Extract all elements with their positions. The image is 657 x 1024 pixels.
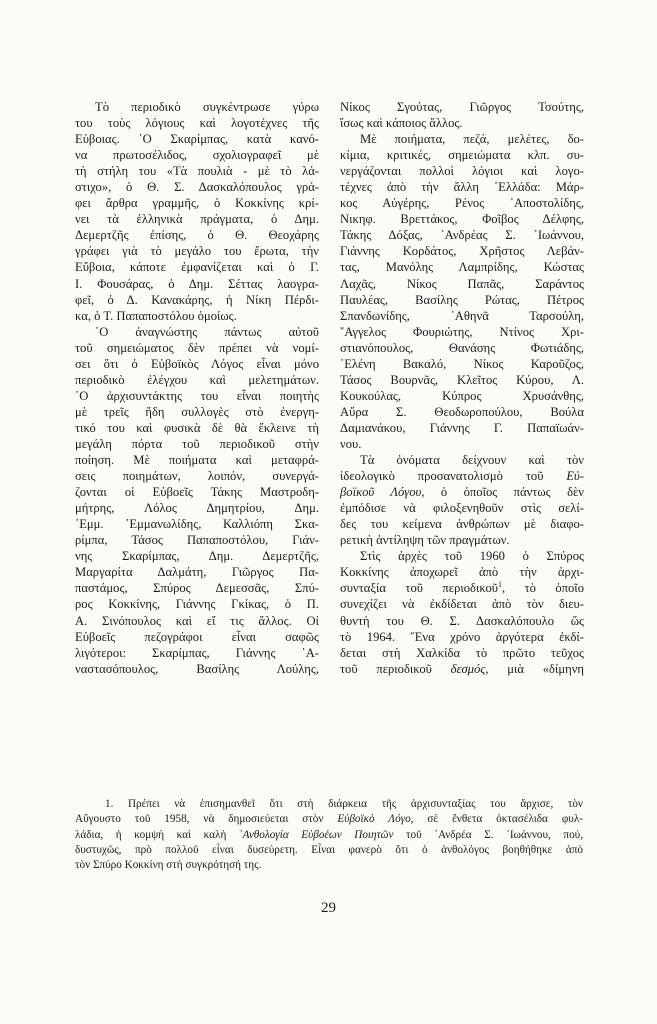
left-column-line bbox=[75, 596, 319, 612]
left-column-line bbox=[75, 227, 319, 243]
italic-title: βοϊκοῦ Λόγου bbox=[340, 485, 422, 500]
line-text: ῾Ο ἀρχισυντάκτης του εἶναι ποιητὴς bbox=[75, 388, 319, 403]
line-text: , ὁ ὁποῖος πάντως δὲν bbox=[421, 485, 584, 500]
line-text: , τὸ ὁποῖο bbox=[501, 581, 584, 596]
line-text: τοῦ σημειώματος δὲν πρέπει νὰ νομί- bbox=[75, 340, 319, 355]
line-text: τὸν Σπύρο Κοκκίνη στὴ συγκρότησή της. bbox=[75, 859, 262, 872]
line-text: τοῦ ᾿Ανδρέα Σ. ᾿Ιωάννου, πού, bbox=[393, 828, 584, 841]
right-column-line bbox=[340, 163, 584, 179]
line-text: Εὔβοια, κάποτε ἐμφανίζεται καὶ ὁ Γ. bbox=[75, 260, 319, 275]
right-column-line bbox=[340, 596, 584, 612]
line-text: Τὰ ὀνόματα δείχνουν καὶ τὸν bbox=[360, 453, 584, 468]
line-text: Εὐβοεῖς πεζογράφοι εἶναι σαφῶς bbox=[75, 629, 319, 644]
line-text: λάδια, ἡ κομψὴ καὶ καλὴ bbox=[75, 828, 239, 841]
line-text: Κοκκίνης ἀποχωρεῖ ἀπὸ τὴν ἀρχι- bbox=[340, 565, 584, 580]
left-column-line bbox=[75, 580, 319, 596]
line-text: κίμια, κριτικές, σημειώματα κλπ. συ- bbox=[340, 148, 584, 163]
right-column-line bbox=[340, 468, 584, 484]
italic-title: ᾿Ανθολογία Εὐβοέων Ποιητῶν bbox=[238, 828, 394, 841]
line-text: συνεχίζει νὰ ἐκδίδεται ἀπὸ τὸν διευ- bbox=[340, 597, 584, 612]
right-column-line bbox=[340, 532, 584, 548]
footnote-line bbox=[75, 797, 583, 812]
line-text: συνταξία τοῦ περιοδικοῦ bbox=[340, 581, 498, 596]
line-text: παστάμος, Σπύρος Δεμεσσᾶς, Σπύ- bbox=[75, 581, 319, 596]
right-column-line bbox=[340, 243, 584, 259]
line-text: Δαμιανάκου, Γιάννης Γ. Παπαϊωάν- bbox=[340, 420, 584, 435]
right-column-line bbox=[340, 227, 584, 243]
right-column-line bbox=[340, 436, 584, 452]
line-text: τοῦ περιοδικοῦ bbox=[340, 661, 451, 676]
left-column-line bbox=[75, 532, 319, 548]
right-column-line bbox=[340, 356, 584, 372]
right-text-column bbox=[340, 99, 584, 677]
line-text: ἐμπόδισε νὰ φιλοξενηθοῦν στὶς σελί- bbox=[340, 501, 584, 516]
left-column-line bbox=[75, 276, 319, 292]
left-column-line bbox=[75, 131, 319, 147]
left-column-line bbox=[75, 564, 319, 580]
footnote-block bbox=[75, 797, 583, 873]
left-column-line bbox=[75, 115, 319, 131]
line-text: μεγάλη πόρτα τοῦ περιοδικοῦ στὴν bbox=[75, 436, 319, 451]
left-column-line bbox=[75, 484, 319, 500]
line-text: ἴσως καὶ κάποιος ἄλλος. bbox=[340, 116, 463, 131]
right-column-line bbox=[340, 324, 584, 340]
line-text: Λαχᾶς, Νίκος Παπᾶς, Σαράντος bbox=[340, 276, 584, 291]
right-column-line bbox=[340, 147, 584, 163]
right-column-line bbox=[340, 115, 584, 131]
right-column-line bbox=[340, 613, 584, 629]
line-text: δυστυχῶς, πρὸ πολλοῦ εἶναι δυσεύρετη. Εἶναι φανερὸ ὅτι ὁ ἀνθολόγος βοηθήθηκε ἀπὸ bbox=[75, 843, 583, 856]
left-text-column bbox=[75, 99, 319, 677]
line-text: ἰδεολογικὸ προσανατολισμὸ τοῦ bbox=[340, 469, 567, 484]
right-column-line bbox=[340, 452, 584, 468]
right-column-line bbox=[340, 276, 584, 292]
left-column-line bbox=[75, 404, 319, 420]
line-text: ᾿Εμμ. ᾿Εμμανωλίδης, Καλλιόπη Σκα- bbox=[75, 517, 319, 532]
line-text: νου. bbox=[340, 436, 362, 451]
line-text: ῎Αγγελος Φουριώτης, Ντίνος Χρι- bbox=[340, 324, 584, 339]
line-text: Νικηφ. Βρεττάκος, Φοῖβος Δέλφης, bbox=[340, 212, 584, 227]
line-text: τικό του καὶ φυσικὰ δὲ θὰ ἔκλεινε τὴ bbox=[75, 420, 319, 435]
line-text: δες του κείμενα ἀνθρώπων μὲ διαφο- bbox=[340, 517, 584, 532]
left-column-line bbox=[75, 420, 319, 436]
right-column-line bbox=[340, 292, 584, 308]
line-text: τας, Μανόλης Λαμπρίδης, Κώστας bbox=[340, 260, 584, 275]
line-text: ναστασόπουλος, Βασίλης Λούλης, bbox=[75, 661, 319, 676]
line-text: μήτρης, Λόλος Δημητρίου, Δημ. bbox=[75, 501, 319, 516]
left-column-line bbox=[75, 179, 319, 195]
line-text: του τοὺς λόγιους καὶ λογοτέχνες τῆς bbox=[75, 116, 319, 131]
right-column-line bbox=[340, 420, 584, 436]
line-text: Α. Σινόπουλος καὶ εἴ τις ἄλλος. Οἱ bbox=[75, 613, 319, 628]
left-column-line bbox=[75, 500, 319, 516]
left-column-line bbox=[75, 388, 319, 404]
line-text: λιγότεροι: Σκαρίμπας, Γιάννης ᾿Α- bbox=[75, 645, 319, 660]
left-column-line bbox=[75, 516, 319, 532]
line-text: κος Αὐγέρης, Ρένος ᾿Αποστολίδης, bbox=[340, 196, 584, 211]
left-column-line bbox=[75, 548, 319, 564]
line-text: , μιὰ «δίμηνη bbox=[485, 661, 584, 676]
line-text: σει ὅτι ὁ Εὐβοϊκὸς Λόγος εἶναι μόνο bbox=[75, 356, 319, 371]
line-text: στιχο», ὁ Θ. Σ. Δασκαλόπουλος γρά- bbox=[75, 180, 319, 195]
right-column-line bbox=[340, 211, 584, 227]
right-column-line bbox=[340, 484, 584, 500]
right-column-line bbox=[340, 661, 584, 677]
left-column-line bbox=[75, 645, 319, 661]
right-column-line bbox=[340, 564, 584, 580]
left-column-line bbox=[75, 211, 319, 227]
line-text: ρος Κοκκίνης, Γιάννης Γκίκας, ὁ Π. bbox=[75, 597, 319, 612]
right-column-line bbox=[340, 388, 584, 404]
right-column-line bbox=[340, 404, 584, 420]
left-column-line bbox=[75, 99, 319, 115]
left-column-line bbox=[75, 468, 319, 484]
line-text: ῾Ελένη Βακαλό, Νίκος Καροῦζος, bbox=[340, 356, 584, 371]
left-column-line bbox=[75, 292, 319, 308]
left-column-line bbox=[75, 372, 319, 388]
line-text: δεται στὴ Χαλκίδα τὸ πρῶτο τεῦχος bbox=[340, 645, 584, 660]
left-column-line bbox=[75, 356, 319, 372]
left-column-line bbox=[75, 436, 319, 452]
right-column-line bbox=[340, 516, 584, 532]
italic-title: Εὐ- bbox=[566, 469, 584, 484]
right-column-line bbox=[340, 99, 584, 115]
line-text: Τὸ περιοδικὸ συγκέντρωσε γύρω bbox=[95, 100, 319, 114]
left-column-line bbox=[75, 147, 319, 163]
line-text: θυντὴ του Θ. Σ. Δασκαλόπουλο ὥς bbox=[340, 613, 584, 628]
line-text: Σπανδωνίδης, ᾿Αθηνᾶ Ταρσούλη, bbox=[340, 308, 584, 323]
left-column-line bbox=[75, 629, 319, 645]
line-text: Ι. Φουσάρας, ὁ Δημ. Σέττας λαογρα- bbox=[75, 276, 319, 291]
left-column-line bbox=[75, 613, 319, 629]
left-column-line bbox=[75, 308, 319, 324]
line-text: μὲ τρεῖς ἤδη συλλογὲς στὸ ἐνεργη- bbox=[75, 404, 319, 419]
left-column-line bbox=[75, 243, 319, 259]
line-text: τὴ στήλη του «Τὰ πουλιὰ - μὲ τὸ λά- bbox=[75, 164, 319, 179]
line-text: σεις ποιημάτων, λοιπόν, συνεργά- bbox=[75, 469, 319, 484]
italic-title: δεσμός bbox=[450, 661, 486, 676]
line-text: Μαργαρίτα Δαλμάτη, Γιῶργος Πα- bbox=[75, 565, 319, 580]
line-text: ζονται οἱ Εὐβοεῖς Τάκης Μαστροδη- bbox=[75, 485, 319, 500]
line-text: Μὲ ποιήματα, πεζά, μελέτες, δο- bbox=[360, 132, 584, 147]
right-column-line bbox=[340, 195, 584, 211]
line-text: ρετικὴ ἀντίληψη τῶν πραγμάτων. bbox=[340, 533, 510, 548]
right-column-line bbox=[340, 580, 584, 596]
right-column-line bbox=[340, 645, 584, 661]
line-text: νεργάζονται πολλοὶ λόγιοι καὶ λογο- bbox=[340, 164, 584, 179]
line-text: ῾Ο ἀναγνώστης πάντως αὐτοῦ bbox=[95, 324, 319, 339]
right-column-line bbox=[340, 340, 584, 356]
right-column-line bbox=[340, 372, 584, 388]
footnote-reference[interactable]: 1 bbox=[497, 580, 502, 590]
line-text: , σὲ ἔνθετα ὀκτασέλιδα φυλ- bbox=[410, 813, 583, 826]
line-text: Τάκης Δόξας, ᾿Ανδρέας Σ. ᾿Ιωάννου, bbox=[340, 228, 584, 243]
left-column-line bbox=[75, 452, 319, 468]
left-column-line bbox=[75, 661, 319, 677]
line-text: Νίκος Σγούτας, Γιῶργος Τσούτης, bbox=[340, 100, 584, 114]
right-column-line bbox=[340, 500, 584, 516]
line-text: γράφει γιὰ τὸ μεγάλο του ἔρωτα, τὴν bbox=[75, 244, 319, 259]
right-column-line bbox=[340, 131, 584, 147]
line-text: Παυλέας, Βασίλης Ρώτας, Πέτρος bbox=[340, 292, 584, 307]
page-number: 29 bbox=[321, 900, 336, 916]
line-text: Δεμερτζῆς ἐπίσης, ὁ Θ. Θεοχάρης bbox=[75, 228, 319, 243]
footnote-line bbox=[75, 828, 583, 843]
line-text: Στὶς ἀρχὲς τοῦ 1960 ὁ Σπύρος bbox=[360, 549, 584, 564]
line-text: στιανόπουλος, Θανάσης Φωτιάδης, bbox=[340, 340, 584, 355]
line-text: ρίμπα, Τάσος Παπαποστόλου, Γιάν- bbox=[75, 533, 319, 548]
line-text: τέχνες ἀπὸ τὴν ἄλλη ῾Ελλάδα: Μάρ- bbox=[340, 180, 584, 195]
line-text: ποίηση. Μὲ ποιήματα καὶ μεταφρά- bbox=[75, 453, 319, 468]
line-text: Αὔρα Σ. Θεοδωροπούλου, Βούλα bbox=[340, 404, 584, 419]
footnote-line bbox=[75, 858, 583, 873]
line-text: περιοδικὸ ἐλέγχου καὶ μελετημάτων. bbox=[75, 372, 319, 387]
line-text: 1. Πρέπει νὰ ἐπισημανθεῖ ὅτι στὴ διάρκεια τῆς ἀρχισυνταξίας του ἄρχισε, τὸν bbox=[105, 798, 583, 810]
right-column-line bbox=[340, 629, 584, 645]
footnote-line bbox=[75, 843, 583, 858]
line-text: νει τὰ ἑλληνικὰ πράγματα, ὁ Δημ. bbox=[75, 212, 319, 227]
line-text: νης Σκαρίμπας, Δημ. Δεμερτζῆς, bbox=[75, 549, 319, 564]
line-text: να πρωτοσέλιδος, σχολιογραφεῖ μὲ bbox=[75, 148, 319, 163]
line-text: Γιάννης Κορδάτος, Χρῆστος Λεβάν- bbox=[340, 244, 584, 259]
right-column-line bbox=[340, 548, 584, 564]
left-column-line bbox=[75, 259, 319, 275]
right-column-line bbox=[340, 259, 584, 275]
line-text: τὸ 1964. ῞Ενα χρόνο ἀργότερα ἐκδί- bbox=[340, 629, 584, 644]
line-text: κα, ὁ Τ. Παπαποστόλου ὁμοίως. bbox=[75, 308, 237, 323]
line-text: Εὐβοιας. ῾Ο Σκαρίμπας, κατὰ κανό- bbox=[75, 132, 319, 147]
line-text: φεῖ, ὁ Δ. Κανακάρης, ἡ Νίκη Πέρδι- bbox=[75, 292, 319, 307]
left-column-line bbox=[75, 195, 319, 211]
line-text: φει ἄρθρα γραμμῆς, ὁ Κοκκίνης κρί- bbox=[75, 196, 319, 211]
line-text: Κουκούλας, Κύπρος Χρυσάνθης, bbox=[340, 388, 584, 403]
footnote-line bbox=[75, 812, 583, 827]
line-text: Αὔγουστο τοῦ 1958, νὰ δημοσιεύεται στὸν bbox=[75, 813, 338, 826]
right-column-line bbox=[340, 308, 584, 324]
left-column-line bbox=[75, 324, 319, 340]
right-column-line bbox=[340, 179, 584, 195]
left-column-line bbox=[75, 163, 319, 179]
left-column-line bbox=[75, 340, 319, 356]
italic-title: Εὐβοϊκὸ Λόγο bbox=[337, 813, 411, 826]
line-text: Τάσος Βουρνᾶς, Κλεῖτος Κύρου, Λ. bbox=[340, 372, 584, 387]
